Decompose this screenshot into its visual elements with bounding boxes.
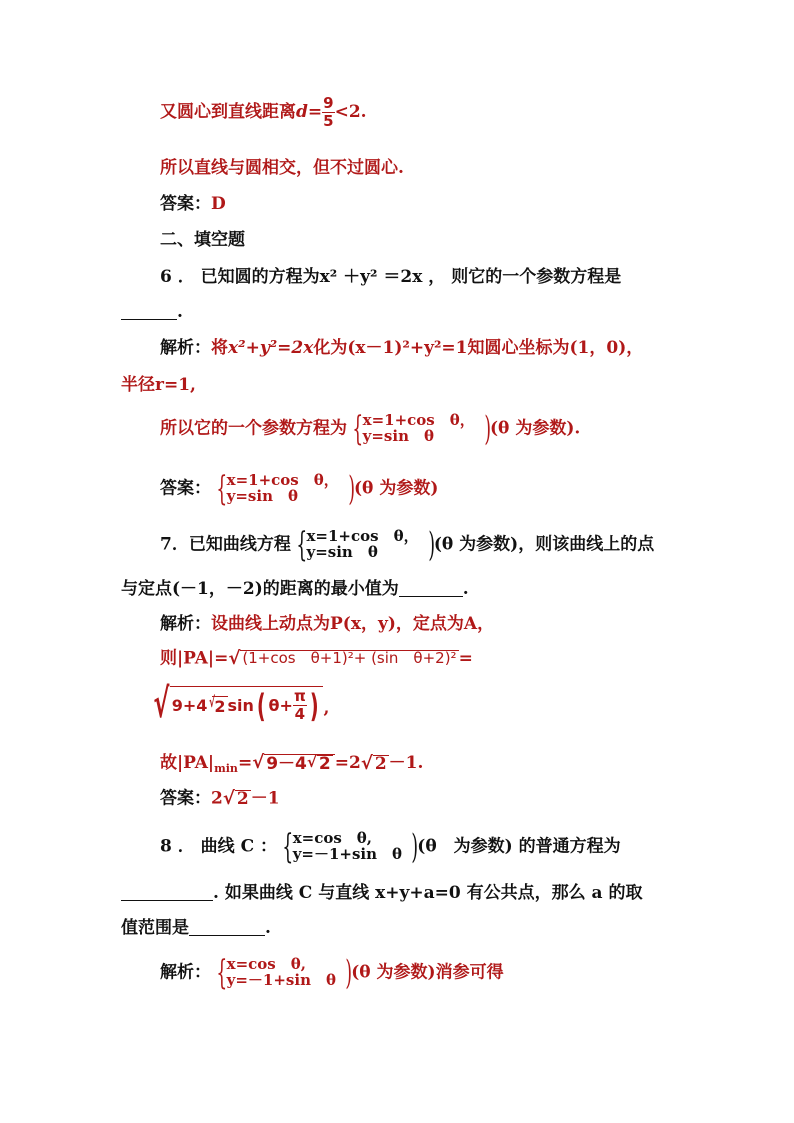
solution-7-line1 — [160, 616, 494, 633]
s7-eq2: =2 — [334, 753, 361, 773]
q8-p2: (θ 为参数) 的普通方程为 — [417, 836, 621, 857]
s7-result-2: 2 — [374, 753, 387, 774]
q6-blank — [121, 303, 177, 320]
s7-big-sqrt: √ 9+4 √ 2 sin ( θ+ $\frac{\pi}{4}$ ) — [148, 686, 323, 722]
q7-sys-y: y=sin θ — [306, 543, 378, 561]
s6-label: 解析： — [160, 338, 211, 358]
s7-inner-sqrt: √ 2 — [209, 693, 226, 716]
s8-sys-x: x=cos θ, — [226, 955, 306, 974]
s7-four: 4 — [294, 705, 306, 723]
answer-7-pre: 2 — [211, 788, 223, 809]
section-heading — [160, 232, 245, 249]
distance-text: 又圆心到直线距离 — [160, 102, 296, 122]
q7-line2: 与定点(－1，－2)的距离的最小值为 — [121, 579, 399, 599]
section-title: 二、填空题 — [160, 230, 245, 250]
q8-blank2 — [189, 919, 265, 936]
s7-min-sqrt: √ 9－4 √ 2 — [252, 754, 335, 773]
solution-8 — [160, 953, 504, 993]
question-6 — [160, 269, 621, 286]
answer-7-sqrt: √ 2 — [222, 788, 249, 809]
distance-rest: <2. — [334, 102, 367, 122]
s7-eq: = — [458, 648, 473, 669]
a6-sys-y: y=sin θ — [226, 487, 298, 505]
s6-tail: (θ 为参数). — [490, 418, 581, 439]
solution-7-line3 — [148, 681, 330, 727]
q7-system: { x=1+cos θ， y=sin θ ) — [296, 525, 435, 565]
q8-sys-y: y=－1+sin θ — [292, 845, 403, 863]
s6-eq2: (x－1)²+y²=1 — [347, 338, 468, 358]
s7-9plus4: 9+4 — [171, 695, 208, 715]
question-6-blank-line — [121, 303, 183, 321]
answer-line-5 — [160, 196, 226, 213]
question-8-line3 — [121, 919, 271, 937]
s6-sys-y: y=sin θ — [362, 427, 434, 445]
q7-period: . — [462, 579, 469, 599]
answer-7-label: 答案： — [160, 788, 211, 809]
s7-result-sqrt: √ 2 — [360, 752, 387, 774]
q6-text: 6 ． 已知圆的方程为x² ＋y² ＝2x ， 则它的一个参数方程是 — [160, 267, 622, 287]
q7-sys-x: x=1+cos θ， — [306, 527, 419, 546]
s7-min-radicand: 9－4 — [266, 754, 307, 774]
s7-radicand: (1+cos θ+1)²+ (sin θ+2)² — [242, 649, 457, 667]
q8-line2: . 如果曲线 C 与直线 x+y+a=0 有公共点，那么 a 的取 — [213, 883, 643, 903]
s8-system: { x=cos θ, y=－1+sin θ ) — [216, 953, 352, 993]
s7-min-inner2: 2 — [318, 754, 331, 774]
q8-sys-x: x=cos θ, — [292, 829, 373, 848]
answer-6-system: { x=1+cos θ， y=sin θ ) — [216, 469, 355, 509]
answer-label: 答案： — [160, 194, 211, 214]
q8-period: . — [265, 918, 271, 938]
s8-tail: (θ 为参数)消参可得 — [351, 962, 504, 983]
q8-p1: 8 ． 曲线 C ： — [160, 836, 278, 857]
s7-sin: sin — [227, 695, 254, 715]
s7-pa: 则|PA|= — [160, 648, 229, 669]
s7-min-pa: 故|PA| — [160, 753, 215, 773]
solution-7-line2 — [160, 650, 473, 668]
s6-param-text: 所以它的一个参数方程为 — [160, 418, 347, 439]
q8-blank1 — [121, 884, 213, 901]
answer-7 — [160, 790, 280, 808]
q8-system: { x=cos θ, y=－1+sin θ ) — [282, 827, 418, 867]
s7-line1: 设曲线上动点为P(x，y)，定点为A， — [211, 614, 495, 634]
solution-line-intersect — [160, 160, 404, 177]
eq-sign: = — [307, 102, 323, 122]
solution-6-line1 — [160, 340, 643, 357]
s7-min-eq: = — [237, 753, 253, 773]
intersect-text: 所以直线与圆相交，但不过圆心. — [160, 158, 404, 178]
fraction-9-5 — [322, 96, 334, 129]
solution-6-line2 — [121, 377, 196, 394]
q7-p2: (θ 为参数)，则该曲线上的点 — [433, 534, 655, 555]
answer-6 — [160, 469, 439, 509]
frac-num: 9 — [323, 94, 334, 112]
s6-p1: 将 — [211, 338, 228, 358]
q7-p1: 7．已知曲线方程 — [160, 534, 291, 555]
s7-sqrt2: 2 — [214, 697, 226, 716]
var-d: d — [296, 102, 308, 122]
answer-7-sqrt2: 2 — [236, 789, 249, 809]
question-8 — [160, 827, 621, 867]
q6-period: . — [177, 302, 183, 322]
s7-label: 解析： — [160, 614, 211, 634]
s7-result-end: －1. — [388, 753, 424, 773]
s7-comma: , — [323, 698, 330, 718]
q7-blank — [399, 580, 463, 597]
s7-min-sub: min — [214, 762, 238, 775]
s6-system: { x=1+cos θ， y=sin θ ) — [352, 409, 491, 449]
a6-sys-x: x=1+cos θ， — [226, 471, 339, 490]
s7-pi: π — [293, 687, 306, 705]
s6-p2: 化为 — [313, 338, 348, 358]
solution-6-line3 — [160, 409, 581, 449]
s7-sqrt: √ (1+cos θ+1)²+ (sin θ+2)² — [228, 648, 457, 669]
answer-7-end: －1 — [250, 788, 280, 809]
frac-den: 5 — [323, 112, 334, 130]
q8-line3: 值范围是 — [121, 918, 189, 938]
question-7-line2 — [121, 580, 469, 598]
s8-sys-y: y=－1+sin θ — [226, 971, 336, 989]
solution-line-distance — [160, 96, 367, 129]
s7-theta-plus: θ+ — [268, 695, 293, 715]
s6-eq1: x²+y²=2x — [228, 338, 314, 358]
s6-p3: 知圆心坐标为(1，0)， — [467, 338, 644, 358]
answer-value: D — [211, 194, 226, 214]
answer-6-label: 答案： — [160, 478, 211, 499]
answer-6-tail: (θ 为参数) — [354, 478, 439, 499]
s6-radius: 半径r=1, — [121, 375, 196, 395]
question-8-line2 — [121, 884, 642, 902]
s6-sys-x: x=1+cos θ， — [362, 411, 475, 430]
question-7 — [160, 525, 655, 565]
solution-7-line4 — [160, 754, 423, 774]
s7-pi-over-4 — [293, 689, 307, 722]
s8-label: 解析： — [160, 962, 211, 983]
